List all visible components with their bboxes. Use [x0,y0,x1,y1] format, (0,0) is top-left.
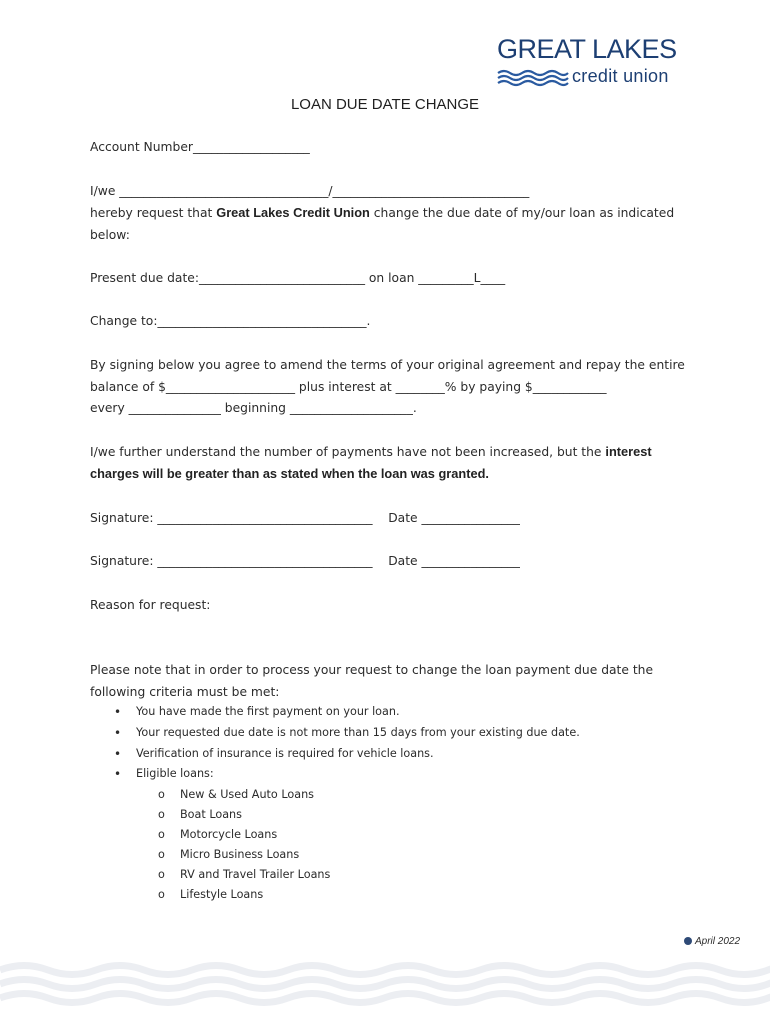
credit-union-name: Great Lakes Credit Union [216,205,370,220]
signature-2-field[interactable]: Signature: ___________________________________ Date ________________ [90,554,520,568]
sub-bullet-icon: o [158,848,165,861]
reason-for-request-field[interactable]: Reason for request: [90,598,211,612]
agreement-line-3[interactable]: every _______________ beginning ____________________. [90,401,417,415]
request-statement [90,205,674,221]
footer-date: April 2022 [684,936,740,947]
understand-bold-2: charges will be greater than as stated when the loan was granted. [90,466,489,481]
note-line-1: Please note that in order to process your request to change the loan payment due date the [90,663,654,677]
sub-bullet-icon: o [158,808,165,821]
request-post: change the due date of my/our loan as indicated [369,206,675,220]
sub-bullet-icon: o [158,788,165,801]
bullet-icon: • [114,767,122,781]
agreement-line-2[interactable]: balance of $_____________________ plus interest at ________% by paying $____________ [90,380,607,394]
form-title: LOAN DUE DATE CHANGE [290,96,480,113]
sub-bullet-icon: o [158,888,165,901]
bullet-icon: • [114,747,122,761]
logo-top-text: GREAT LAKES [497,34,677,64]
understand-pre: I/we further understand the number of payments have not been increased, but the [90,445,606,459]
wave-icon [497,69,569,87]
change-to-field[interactable]: Change to:__________________________________. [90,314,371,328]
loan-due-date-change-form: GREAT LAKES credit union LOAN DUE DATE CHANGE Account Number___________________ I/we __________________________________/________________________________ hereby request that Great Lakes Credit Union change the due date of my/our loan as indicated below: Present due date:___________________________ on loan _________L____ Change to:__________________________________. By signing below you agree to amend the terms of your original agreement and repay the entire balance of $_____________________ plus interest at ________% by paying $____________ every _______________ beginning ____________________. I/we further understand the number of payments have not been increased, but the interest charges will be greater than as stated when the loan was granted. Signature: ___________________________________ Date ________________ Signature: ___________________________________ Date ________________ Reason for request: Please note that in order to process your request to change the loan payment due date the following criteria must be met: • You have made the first payment on your loan. • Your requested due date is not more than 15 days from your existing due date. • Verification of insurance is required for vehicle loans. • Eligible loans: o New & Used Auto Loans o Boat Loans o Motorcycle Loans o Micro Business Loans o RV and Travel Trailer Loans o Lifestyle Loans April 2022 [0,0,770,1024]
logo-mark-icon [684,937,692,945]
agreement-line-1: By signing below you agree to amend the terms of your original agreement and repay the entire [90,358,685,372]
present-due-date-field[interactable]: Present due date:___________________________ on loan _________L____ [90,271,506,285]
understand-line-2 [90,466,489,482]
request-pre: hereby request that [90,206,217,220]
bullet-icon: • [114,705,122,719]
request-statement-line2: below: [90,228,130,242]
note-line-2: following criteria must be met: [90,685,280,699]
account-number-field[interactable]: Account Number___________________ [90,140,310,154]
logo-bottom-text: credit union [572,66,669,86]
borrower-names-field[interactable]: I/we __________________________________/________________________________ [90,184,530,198]
understand-bold-1: interest [605,444,652,459]
sub-bullet-icon: o [158,828,165,841]
bullet-icon: • [114,726,122,740]
footer-wave-decoration [0,960,770,1010]
sub-bullet-icon: o [158,868,165,881]
great-lakes-logo [497,34,687,90]
understand-line-1 [90,444,652,460]
signature-1-field[interactable]: Signature: ___________________________________ Date ________________ [90,511,520,525]
